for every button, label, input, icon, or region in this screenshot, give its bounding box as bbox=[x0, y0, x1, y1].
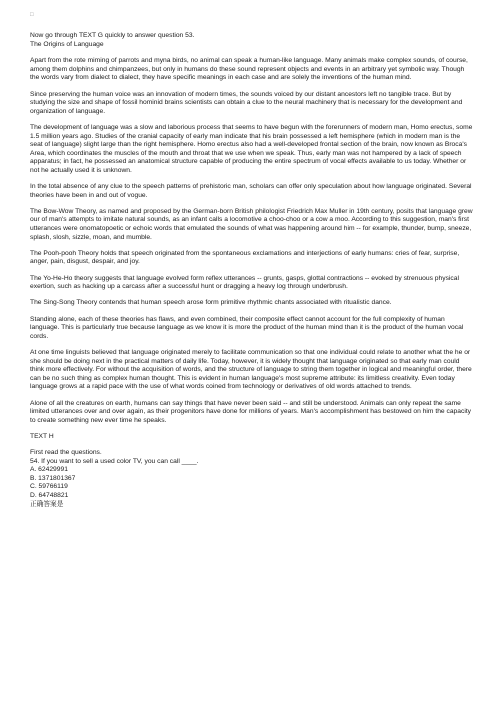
intro-line: Now go through TEXT G quickly to answer question 53. bbox=[30, 32, 195, 39]
option-c: C. 59766119 bbox=[30, 483, 68, 491]
article-title: The Origins of Language bbox=[30, 40, 104, 48]
section-heading-text-h: TEXT H bbox=[30, 432, 54, 440]
paragraph: The Pooh-pooh Theory holds that speech originated from the spontaneous exclamations and interjections of early humans: cries of fear, surprise, anger, pain, disgust, despair, and joy. bbox=[30, 249, 460, 266]
paragraph: The Sing-Song Theory contends that human speech arose form primitive rhythmic chants associated with ritualistic dance. bbox=[30, 299, 392, 307]
question-54: 54. If you want to sell a used color TV, you can call ____. bbox=[30, 457, 199, 465]
paragraph: The Bow-Wow Theory, as named and proposed by the German-born British philologist Friedrich Max Muller in 19th century, posits that language grew our of man's attempts to imitate natural sounds, as an infant calls a locomotive a choo-choo or a cow a moo. According to this suggestion, man's first utterances were onomatopoetic or echoic words that emulated the sounds of what was happening around him -- for example, thunder, bump, sneeze, splash, slosh, sizzle, moan, and mumble. bbox=[30, 207, 473, 241]
paragraph: Standing alone, each of these theories has flaws, and even combined, their composite effect cannot account for the full complexity of human language. This is particularly true because language as we know it is more the product of the human mind than it is the product of the human vocal cords. bbox=[30, 315, 464, 340]
first-read-instruction: First read the questions. bbox=[30, 449, 102, 457]
option-d: D. 64748821 bbox=[30, 492, 69, 500]
paragraph: Alone of all the creatures on earth, humans can say things that have never been said -- and still be understood. Animals can only repeat the same limited utterances over and over again, as their progenitors have done for millions of years. Man's accomplishment has bestowed on him the capacity to create something new ever time he speaks. bbox=[30, 399, 472, 424]
option-a: A. 62429991 bbox=[30, 466, 68, 474]
document-body bbox=[30, 32, 474, 509]
answer-label: 正确答案是 bbox=[30, 500, 64, 508]
paragraph: In the total absence of any clue to the speech patterns of prehistoric man, scholars can offer only speculation about how language originated. Several theories have been in and out of vogue. bbox=[30, 183, 472, 199]
paragraph: The development of language was a slow and laborious process that seems to have begun with the forerunners of modern man, Homo erectus, some 1.5 million years ago. Studies of the cranial capacity of early man indicate that his brain possessed a left hemisphere (which in modern man is the seat of language) slight large than the right hemisphere. Homo erectus also had a well-developed frontal section of the brain, now known as Broca's Area, which coordinates the muscles of the mouth and throat that we use when we speak. Thus, early man was not hampered by a lack of speech apparatus; in fact, he possessed an anatomical structure capable of producing the entire spectrum of vocal effects available to us today. Whether or not he actually used it is unknown. bbox=[30, 123, 473, 174]
heading-block bbox=[30, 32, 474, 49]
paragraph: The Yo-He-Ho theory suggests that language evolved form reflex utterances -- grunts, gasps, glottal contractions -- evoked by strenuous physical exertion, such as hacking up a carcass after a successful hunt or dragging a heavy log through underbrush. bbox=[30, 274, 459, 291]
question-block bbox=[30, 449, 474, 509]
paragraph: Since preserving the human voice was an innovation of modern times, the sounds voiced by our distant ancestors left no tangible trace. But by studying the size and shape of fossil hominid brains scientists can obtain a clue to the neural machinery that is necessary for the development and organization of language. bbox=[30, 90, 463, 115]
paragraph: At one time linguists believed that language originated merely to facilitate communication so that one individual could relate to another what the he or she should be doing next in the practical matters of daily life. Today, however, it is widely thought that language originated so that early man could think more effectively. For without the acquisition of words, and the structure of language to string them together in logical and meaningful order, there can be no such thing as complex human thought. This is evident in human language's most supreme attribute: its limitless creativity. Even today language grows at a rapid pace with the use of what words coined from technology or derivatives of old words attached to trends. bbox=[30, 348, 472, 391]
paragraph: Apart from the rote miming of parrots and myna birds, no animal can speak a human-like language. Many animals make complex sounds, of course, among them dolphins and chimpanzees, but only in humans do these sound represent objects and events in an arbitrary yet symbolic way. Though the words vary from dialect to dialect, they have specific meanings in each case and are solely the inventions of the human mind. bbox=[30, 57, 468, 82]
corner-mark: □ bbox=[30, 12, 34, 18]
option-b: B. 1371801367 bbox=[30, 474, 76, 482]
